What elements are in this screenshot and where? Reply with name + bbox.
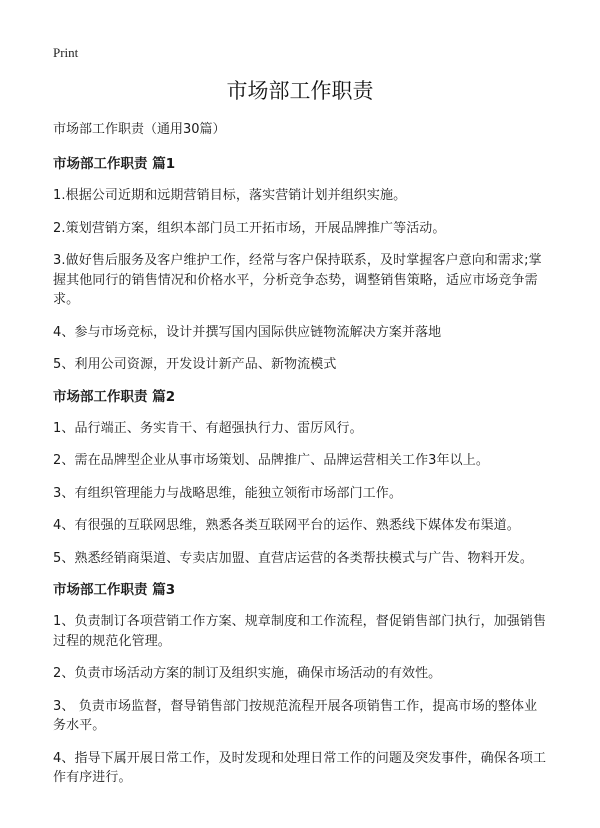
list-item: 4、参与市场竞标，设计并撰写国内国际供应链物流解决方案并落地 [53, 324, 442, 340]
list-item: 2、需在品牌型企业从事市场策划、品牌推广、品牌运营相关工作3年以上。 [53, 453, 489, 468]
section-3 [53, 581, 550, 788]
list-item: 3、 负责市场监督，督导销售部门按规范流程开展各项销售工作，提高市场的整体业务水平。 [53, 698, 538, 733]
list-item: 5、熟悉经销商渠道、专卖店加盟、直营店运营的各类帮扶模式与广告、物料开发。 [53, 550, 533, 566]
section-1 [53, 155, 550, 375]
section-2 [53, 388, 550, 569]
section-heading: 市场部工作职责 篇3 [53, 582, 176, 598]
print-label: Print [53, 45, 79, 60]
list-item: 1、品行端正、务实肯干、有超强执行力、雷厉风行。 [53, 420, 363, 436]
list-item: 3、有组织管理能力与战略思维，能独立领衔市场部门工作。 [53, 485, 402, 501]
section-heading: 市场部工作职责 篇2 [53, 388, 176, 405]
document-subtitle: 市场部工作职责（通用30篇） [53, 122, 226, 137]
section-heading: 市场部工作职责 篇1 [53, 156, 176, 172]
list-item: 3.做好售后服务及客户维护工作，经常与客户保持联系，及时掌握客户意向和需求;掌握其他同行的销售情况和价格水平，分析竞争态势，调整销售策略，适应市场竞争需求。 [53, 253, 542, 307]
list-item: 4、指导下属开展日常工作，及时发现和处理日常工作的问题及突发事件，确保各项工作有序进行。 [53, 750, 547, 785]
list-item: 2.策划营销方案，组织本部门员工开拓市场，开展品牌推广等活动。 [53, 220, 446, 236]
page-title: 市场部工作职责 [226, 79, 374, 103]
list-item: 5、利用公司资源，开发设计新产品、新物流模式 [53, 357, 337, 372]
list-item: 2、负责市场活动方案的制订及组织实施，确保市场活动的有效性。 [53, 666, 442, 681]
list-item: 1.根据公司近期和远期营销目标，落实营销计划并组织实施。 [53, 188, 407, 203]
list-item: 1、负责制订各项营销工作方案、规章制度和工作流程，督促销售部门执行，加强销售过程的规范化管理。 [53, 614, 547, 649]
list-item: 4、有很强的互联网思维，熟悉各类互联网平台的运作、熟悉线下媒体发布渠道。 [53, 518, 520, 533]
document-body [53, 121, 550, 801]
